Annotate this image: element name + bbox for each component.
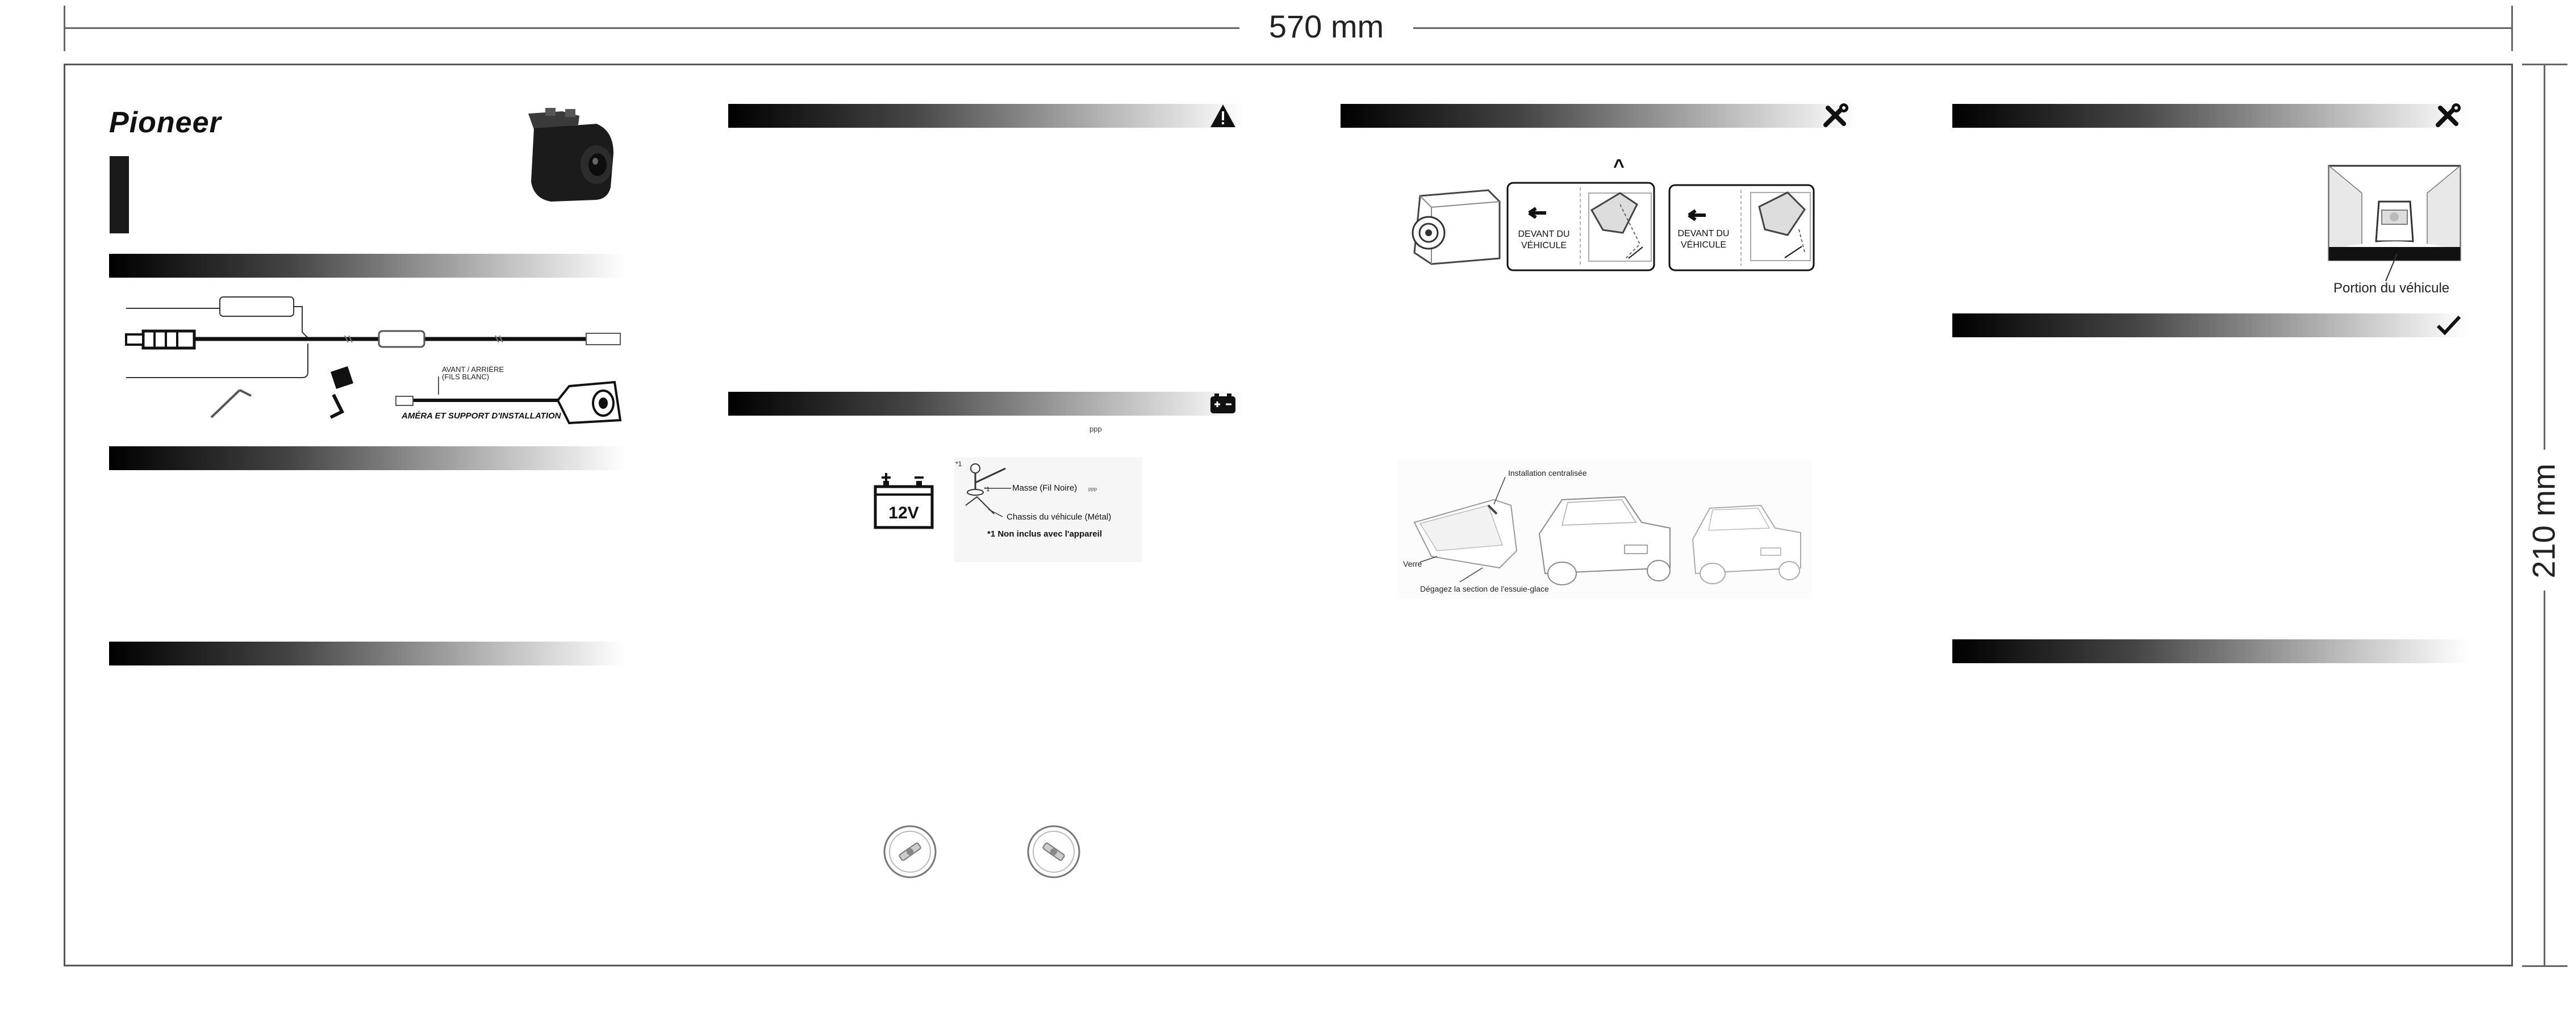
battery-voltage-label: 12V <box>888 504 919 522</box>
wiring-diagram <box>120 287 632 440</box>
width-label: 570 mm <box>1268 9 1384 44</box>
power-small-note: ppp <box>1089 425 1102 433</box>
centered-installation-label: Installation centralisée <box>1508 468 1587 478</box>
ground-connection-diagram <box>954 457 1142 562</box>
section-bar-adjustment <box>1952 104 2468 128</box>
cable-label-white-wires: (FILS BLANC) <box>442 372 490 381</box>
height-label: 210 mm <box>2525 463 2562 579</box>
glass-label: Verre <box>1403 559 1422 568</box>
battery-12v-graphic <box>872 468 937 531</box>
camera-mount-caption: AMÉRA ET SUPPORT D'INSTALLATION <box>402 411 561 421</box>
camera-product-image <box>511 108 642 204</box>
section-bar-power <box>728 392 1244 416</box>
ground-wire-label: Masse (Fil Noire) <box>1012 483 1078 493</box>
rear-view-screen-image <box>2328 165 2461 261</box>
section-bar-notes <box>109 446 625 470</box>
section-bar-installation <box>1341 104 1856 128</box>
battery-icon <box>1209 392 1237 416</box>
tools-icon-2 <box>2433 102 2462 131</box>
section-bar-specs <box>109 642 625 665</box>
not-included-footnote: *1 Non inclus avec l'appareil <box>987 529 1102 539</box>
cable-label-front-rear: AVANT / ARRIÈRE <box>442 365 504 374</box>
ground-marker-2: *1 <box>984 486 990 493</box>
tools-icon <box>1821 102 1849 131</box>
front-of-vehicle-label-3: DEVANT DU <box>1677 229 1730 238</box>
front-of-vehicle-label-1: DEVANT DU <box>1518 229 1570 239</box>
ground-marker-1: *1 <box>955 460 962 468</box>
title-block <box>110 156 129 233</box>
vehicle-mounting-illustration <box>1397 460 1812 599</box>
chassis-label: Chassis du véhicule (Métal) <box>1007 512 1112 522</box>
angle-diagram-front-1 <box>1506 182 1655 271</box>
check-icon <box>2435 313 2463 337</box>
leaflet-sheet <box>64 64 2513 966</box>
ignition-switch-off <box>882 823 938 880</box>
warning-icon <box>1209 102 1237 129</box>
wiper-clearance-note: Dégagez la section de l'essuie-glace <box>1420 584 1549 593</box>
section-bar-final <box>1952 639 2468 663</box>
pioneer-logo: Pioneer <box>109 106 222 139</box>
ignition-switch-acc <box>1025 823 1082 880</box>
front-of-vehicle-label-2: VÉHICULE <box>1521 241 1567 250</box>
angle-diagram-front-2 <box>1668 184 1815 271</box>
caret-up-indicator: ^ <box>1613 156 1625 177</box>
vehicle-portion-label: Portion du véhicule <box>2333 280 2450 296</box>
front-of-vehicle-label-4: VÉHICULE <box>1680 240 1727 250</box>
ground-wire-note: ppp <box>1088 486 1097 492</box>
camera-outline-drawing <box>1409 185 1502 270</box>
section-bar-warning <box>728 104 1244 128</box>
section-bar-check <box>1952 313 2468 337</box>
section-bar-contents <box>109 254 625 278</box>
